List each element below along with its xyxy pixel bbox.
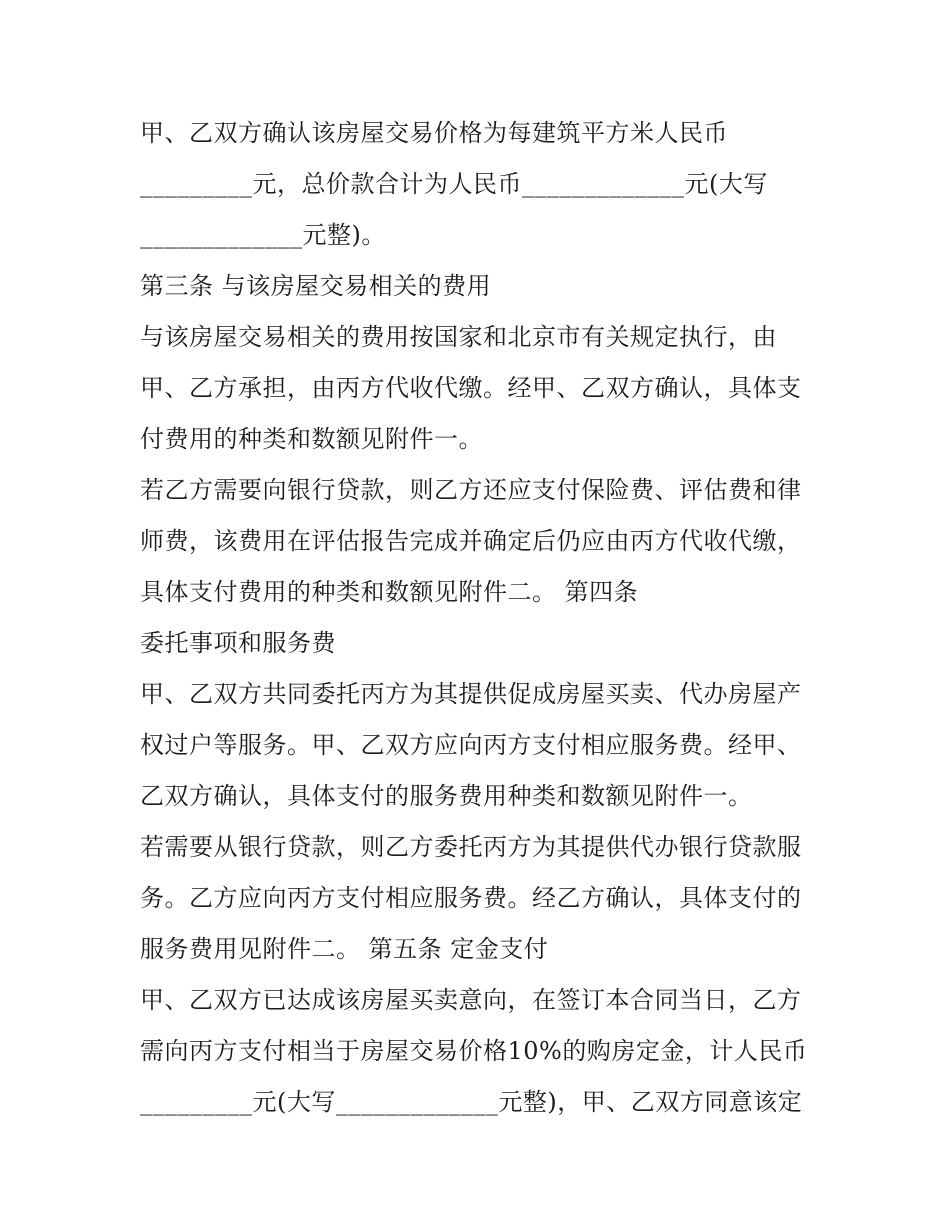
text-line: _____________元整)。 bbox=[140, 221, 386, 249]
text-line: 甲、乙方承担，由丙方代收代缴。经甲、乙双方确认，具体支 bbox=[140, 374, 802, 402]
text-line: 师费，该费用在评估报告完成并确定后仍应由丙方代收代缴， bbox=[140, 527, 802, 555]
text-line: 若乙方需要向银行贷款，则乙方还应支付保险费、评估费和律 bbox=[140, 476, 802, 504]
text-line: 需向丙方支付相当于房屋交易价格10%的购房定金，计人民币 bbox=[140, 1037, 808, 1065]
text-line: 服务费用见附件二。 第五条 定金支付 bbox=[140, 935, 549, 963]
text-line: 权过户等服务。甲、乙双方应向丙方支付相应服务费。经甲、 bbox=[140, 731, 802, 759]
section-heading: 委托事项和服务费 bbox=[140, 629, 336, 657]
section-heading: 第三条 与该房屋交易相关的费用 bbox=[140, 272, 492, 300]
text-line: 付费用的种类和数额见附件一。 bbox=[140, 425, 483, 453]
text-line: 甲、乙双方共同委托丙方为其提供促成房屋买卖、代办房屋产 bbox=[140, 680, 802, 708]
text-line: 务。乙方应向丙方支付相应服务费。经乙方确认，具体支付的 bbox=[140, 884, 802, 912]
text-line: 甲、乙双方确认该房屋交易价格为每建筑平方米人民币 bbox=[140, 119, 728, 147]
text-line: 具体支付费用的种类和数额见附件二。 第四条 bbox=[140, 578, 639, 606]
text-line: 若需要从银行贷款，则乙方委托丙方为其提供代办银行贷款服 bbox=[140, 833, 802, 861]
text-line: 乙双方确认，具体支付的服务费用种类和数额见附件一。 bbox=[140, 782, 753, 810]
document-page bbox=[140, 108, 830, 1128]
text-line: _________元，总价款合计为人民币_____________元(大写 bbox=[140, 170, 768, 198]
text-line: 与该房屋交易相关的费用按国家和北京市有关规定执行，由 bbox=[140, 323, 777, 351]
text-line: 甲、乙双方已达成该房屋买卖意向，在签订本合同当日，乙方 bbox=[140, 986, 802, 1014]
text-line: _________元(大写_____________元整)，甲、乙双方同意该定 bbox=[140, 1088, 803, 1116]
